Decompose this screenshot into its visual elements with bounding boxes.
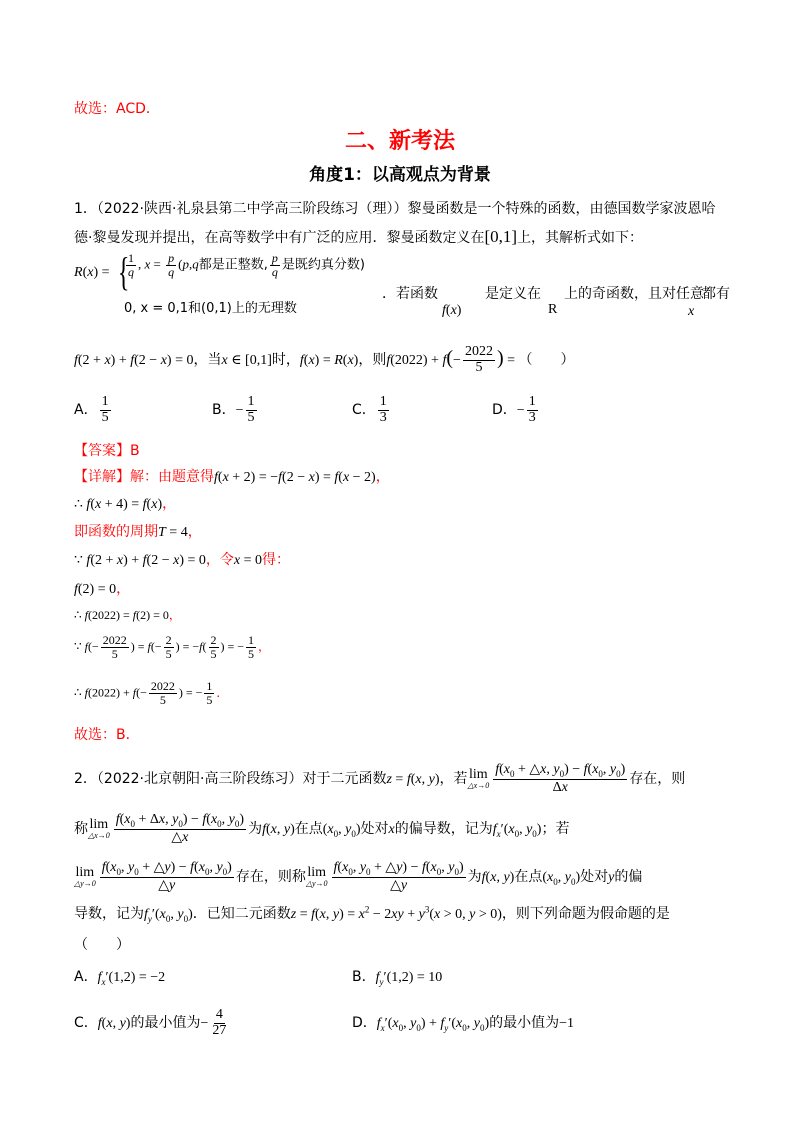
q1-detail-line-3: 即函数的周期T = 4， — [74, 524, 202, 540]
q1-detail-line-4: ∵ f(2 + x) + f(2 − x) = 0，令x = 0得： — [74, 552, 291, 568]
q1-number: 1． — [74, 201, 97, 217]
q2-option-a[interactable]: A．$f_x'(1,2) = -2$ — [74, 969, 166, 987]
q1-line-2: 德·黎曼发现并提出，在高等数学中有广泛的应用．黎曼函数定义在[0,1]上，其解析式如下： — [74, 227, 644, 246]
q2-line-4: 导数，记为$f_y'(x_0$, $y_0$)．已知二元函数z = f(x, $y) = x^2 - 2xy + y^3(x > 0$, y > 0)，则下列命题为假命题的是 — [74, 904, 670, 924]
q2-line-3: lim △y→0 $\frac{f(x_0, y_0 + \triangle y) - f(x_0, y_0)}{\triangle y}$ 存在，则称 lim △y→0 $\frac{f(x_0, y_0 + \triangle y) - f(x_0, y_0)}{\triangle y}$ 为f(x, y)在点($x_0$, $y_0$)处对y的偏 — [74, 860, 643, 894]
document-page: 故选：ACD． 二、新考法 角度1：以高观点为背景 1．（2022·陕西·礼泉县第二中学高三阶段练习（理））黎曼函数是一个特殊的函数，由德国数学家波恩哈 德·黎曼发现并提出，在高等数学中有广泛的应用．黎曼函数定义在[0,1]上，其解析式如下： R(x) = { $\frac{1}{q}$ , x = $\frac{p}{q}$ (p,q都是正整数, $\frac{p}{q}$ 是既约真分数) 0, x = 0,1和(0,1)上的无理数 ．若函数 f(x) 是定义在 R 上的奇函数，且对任意 x 都有 f(2 + x) + f(2 − x) = 0，当x ∈ [0,1]时，f(x) = R(x)，则f(2022) + f(− $\frac{2022}{5}$ ) = （ ） A． $\frac{1}{5}$ B．− $\frac{1}{5}$ C． $\frac{1}{3}$ D．− $\frac{1}{3}$ 【答案】B 【详解】解：由题意得f(x + 2) = −f(2 − x) = f(x − 2)， ∴ f(x + 4) = f(x)， 即函数的周期T = 4， ∵ f(2 + x) + f(2 − x) = 0，令x = 0得： f(2) = 0， ∴ f(2022) = f(2) = 0， ∵ f(− $\frac{2022}{5}$ ) = f(− $\frac{2}{5}$ ) = −f( $\frac{2}{5}$ ) = − $\frac{1}{5}$ ， ∴ f(2022) + f(− $\frac{2022}{5}$ ) = − $\frac{1}{5}$ ． 故选：B． 2．（2022·北京朝阳·高三阶段练习）对于二元函数z = f(x, y)，若 lim △x→0 $\frac{f(x_0 + \triangle x, y_0) - f(x_0, y_0)}{\Delta x}$ 存在，则 称 lim △x→0 $\frac{f(x_0 + \Delta x, y_0) - f(x_0, y_0)}{\triangle x}$ 为f(x, y)在点($x_0$, $y_0$)处对x的偏导数，记为$f_x'(x_0$, $y_0$)；若 lim △y→0 $\frac{f(x_0, y_0 + \triangle y) - f(x_0, y_0)}{\triangle y}$ 存在，则称 lim △y→0 $\frac{f(x_0, y_0 + \triangle y) - f(x_0, y_0)}{\triangle y}$ 为f(x, y)在点($x_0$, $y_0$)处对y的偏 导数，记为$f_y'(x_0$, $y_0$)．已知二元函数z = f(x, $y) = x^2 - 2xy + y^3(x > 0$, y > 0)，则下列命题为假命题的是 （ ） A．$f_x'(1,2) = -2$ B．$f_y'(1,2) = 10$ C．f(x, y)的最小值为− $\frac{4}{27}$ D．$f_x'(x_0$, $y_0) + f_y'(x_0$, $y_0$)的最小值为−1 — [0, 0, 800, 1132]
q2-line-1: 2．（2022·北京朝阳·高三阶段练习）对于二元函数z = f(x, y)，若 lim △x→0 $\frac{f(x_0 + \triangle x, y_0) - f(x_0, y_0)}{\Delta x}$ 存在，则 — [74, 762, 686, 796]
q1-option-a[interactable]: A． $\frac{1}{5}$ — [74, 394, 109, 425]
q1-line-4: f(2 + x) + f(2 − x) = 0，当x ∈ [0,1]时，f(x) = R(x)，则f(2022) + f(− $\frac{2022}{5}$ ) = （ ） — [74, 344, 575, 375]
q2-option-d[interactable]: D．$f_x'(x_0$, $y_0) + f_y'(x_0$, $y_0$)的最小值为−1 — [352, 1015, 575, 1033]
q2-line-5: （ ） — [74, 937, 130, 953]
q1-option-c[interactable]: C． $\frac{1}{3}$ — [352, 394, 387, 425]
q1-def-case-1: $\frac{1}{q}$ , x = $\frac{p}{q}$ (p,q都是正整数, $\frac{p}{q}$ 是既约真分数) — [128, 251, 365, 279]
q1-detail-line-2: ∴ f(x + 4) = f(x)， — [74, 496, 177, 512]
q1-option-b[interactable]: B．− $\frac{1}{5}$ — [212, 394, 255, 425]
section-title: 二、新考法 — [344, 129, 455, 154]
subsection-title: 角度1：以高观点为背景 — [309, 165, 491, 185]
q1-detail-line-7: ∵ f(− $\frac{2022}{5}$ ) = f(− $\frac{2}{5}$ ) = −f( $\frac{2}{5}$ ) = − $\frac{1}{5}$ ， — [74, 633, 271, 661]
q1-detail-line-5: f(2) = 0， — [74, 581, 131, 597]
q1-text-1: 黎曼函数是一个特殊的函数，由德国数学家波恩哈 — [407, 201, 716, 217]
previous-answer: 故选：ACD． — [74, 101, 160, 117]
q1-line-1 — [74, 198, 715, 218]
q1-source: （2022·陕西·礼泉县第二中学高三阶段练习（理）） — [96, 201, 408, 217]
q1-line-3: ．若函数 — [382, 286, 438, 302]
q1-option-d[interactable]: D．− $\frac{1}{3}$ — [492, 394, 536, 425]
q1-def-case-2: 0, x = 0,1和(0,1)上的无理数 — [124, 301, 297, 316]
q2-option-c[interactable]: C．f(x, y)的最小值为− $\frac{4}{27}$ — [74, 1007, 227, 1038]
q1-detail-line-6: ∴ f(2022) = f(2) = 0， — [74, 608, 181, 622]
q2-option-b[interactable]: B．$f_y'(1,2) = 10$ — [352, 969, 443, 987]
q2-line-2: 称 lim △x→0 $\frac{f(x_0 + \Delta x, y_0) - f(x_0, y_0)}{\triangle x}$ 为f(x, y)在点($x_0$, $y_0$)处对x的偏导数，记为$f_x'(x_0$, $y_0$)；若 — [74, 812, 570, 846]
q1-answer: 【答案】B — [74, 443, 140, 459]
q1-definition: R(x) = { — [74, 249, 130, 294]
q1-detail-line-8: ∴ f(2022) + f(− $\frac{2022}{5}$ ) = − $\frac{1}{5}$ ． — [74, 679, 229, 707]
q2-number: 2． — [74, 770, 97, 787]
q1-detail-line-1: 【详解】解：由题意得f(x + 2) = −f(2 − x) = f(x − 2)， — [74, 469, 390, 485]
q1-final: 故选：B． — [74, 727, 140, 743]
q2-source: （2022·北京朝阳·高三阶段练习） — [96, 770, 303, 787]
